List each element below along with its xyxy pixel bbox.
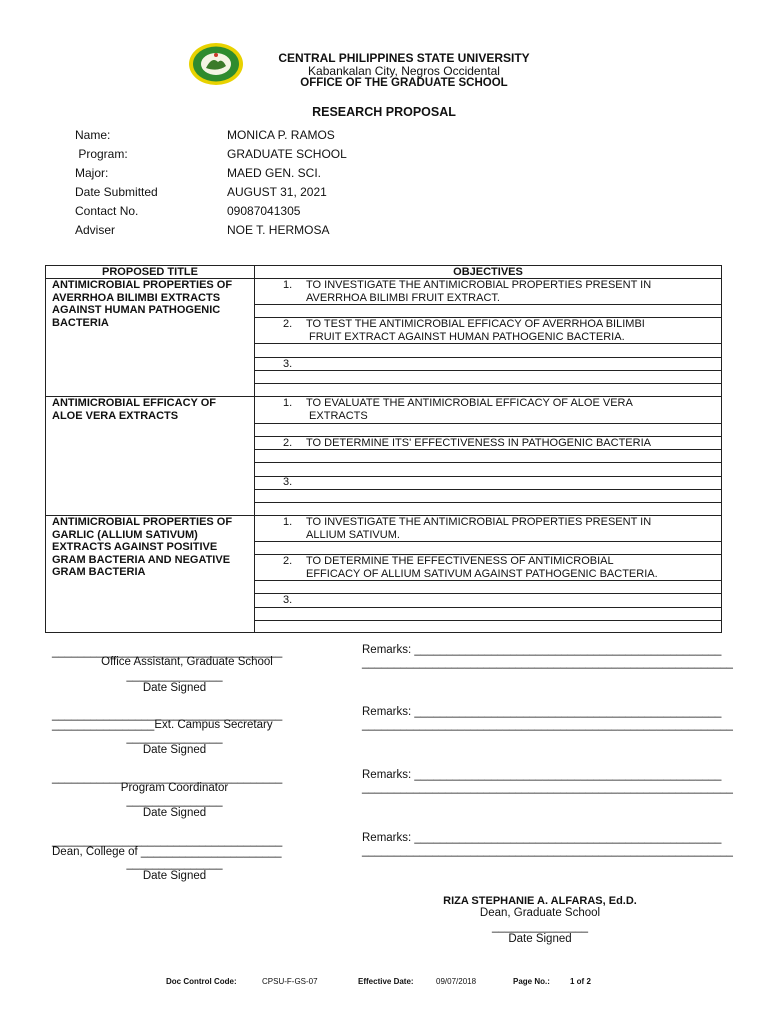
objective-text: ALLIUM SATIVUM.: [306, 529, 400, 541]
objective-number: 3.: [283, 358, 293, 370]
info-value-contact: 09087041305: [227, 204, 301, 218]
remarks-line: ________________________________________________: [414, 769, 722, 781]
university-name: CENTRAL PHILIPPINES STATE UNIVERSITY: [278, 51, 530, 65]
objective-text: TO INVESTIGATE THE ANTIMICROBIAL PROPERTIES PRESENT IN: [306, 279, 652, 291]
office-name: OFFICE OF THE GRADUATE SCHOOL: [300, 77, 508, 89]
proposed-title-1: ANTIMICROBIAL PROPERTIES OF AVERRHOA BILIMBI EXTRACTS AGAINST HUMAN PATHOGENIC BACTERIA: [52, 279, 233, 329]
remarks-line: ________________________________________________: [414, 832, 722, 844]
info-label-major: Major:: [75, 166, 109, 180]
date-line: _______________: [492, 921, 588, 933]
objective-text: TO DETERMINE THE EFFECTIVENESS OF ANTIMICROBIAL: [306, 555, 614, 567]
column-header-title: PROPOSED TITLE: [102, 266, 198, 278]
objective-number: 2.: [283, 437, 293, 449]
date-line: _______________: [126, 795, 223, 807]
date-signed-label: Date Signed: [508, 933, 572, 945]
signature-line-program-coordinator: ____________________________________: [52, 772, 283, 784]
info-value-date-submitted: AUGUST 31, 2021: [227, 185, 327, 199]
proposed-title-3: ANTIMICROBIAL PROPERTIES OF GARLIC (ALLIUM SATIVUM) EXTRACTS AGAINST POSITIVE GRAM BACTERIA AND NEGATIVE GRAM BACTERIA: [52, 516, 233, 578]
remarks-4: [362, 832, 721, 844]
signature-line-campus-secretary: ____________________________________: [52, 709, 283, 721]
dean-graduate-name: RIZA STEPHANIE A. ALFARAS, Ed.D.: [443, 895, 637, 907]
info-value-name: MONICA P. RAMOS: [227, 128, 335, 142]
remarks-2: [362, 706, 721, 718]
remarks-label: Remarks:: [362, 644, 412, 656]
signature-line-office-assistant: ____________________________________: [52, 646, 283, 658]
remarks-line: __________________________________________________________: [362, 719, 733, 731]
remarks-label: Remarks:: [362, 832, 412, 844]
effective-date-value: 09/07/2018: [436, 977, 477, 986]
signature-label-program-coordinator: Program Coordinator: [120, 782, 229, 794]
info-label-name: Name:: [75, 128, 111, 142]
objective-text: EFFICACY OF ALLIUM SATIVUM AGAINST PATHOGENIC BACTERIA.: [306, 568, 658, 580]
objective-number: 2.: [283, 318, 293, 330]
objective-number: 3.: [283, 594, 293, 606]
page-number-label: Page No.:: [513, 977, 550, 986]
objective-text: EXTRACTS: [306, 410, 368, 422]
page-number-value: 1 of 2: [570, 977, 591, 986]
info-label-program: Program:: [75, 147, 128, 161]
doc-control-value: CPSU-F-GS-07: [262, 977, 318, 986]
remarks-label: Remarks:: [362, 706, 412, 718]
document-title: RESEARCH PROPOSAL: [312, 105, 456, 119]
doc-control-label: Doc Control Code:: [166, 977, 237, 986]
date-signed-label: Date Signed: [142, 744, 207, 756]
signature-label-campus-secretary: ________________Ext. Campus Secretary: [52, 719, 273, 731]
info-value-adviser: NOE T. HERMOSA: [227, 223, 330, 237]
objective-text: TO DETERMINE ITS' EFFECTIVENESS IN PATHOGENIC BACTERIA: [306, 437, 651, 449]
objective-text: TO TEST THE ANTIMICROBIAL EFFICACY OF AVERRHOA BILIMBI: [306, 318, 645, 330]
proposal-table: [45, 265, 722, 633]
column-header-objectives: OBJECTIVES: [453, 266, 523, 278]
date-line: _______________: [126, 732, 223, 744]
date-line: _______________: [126, 858, 223, 870]
university-location: Kabankalan City, Negros Occidental: [308, 64, 500, 78]
info-label-date-submitted: Date Submitted: [75, 185, 158, 199]
date-signed-label: Date Signed: [142, 807, 207, 819]
info-label-adviser: Adviser: [75, 223, 116, 237]
remarks-line: __________________________________________________________: [362, 782, 733, 794]
remarks-line: ________________________________________________: [414, 644, 722, 656]
date-line: _______________: [126, 670, 223, 682]
signature-label-office-assistant: Office Assistant, Graduate School: [101, 656, 273, 668]
objective-text: TO INVESTIGATE THE ANTIMICROBIAL PROPERTIES PRESENT IN: [306, 516, 652, 528]
footer: [0, 977, 768, 989]
remarks-line: __________________________________________________________: [362, 845, 733, 857]
info-value-major: MAED GEN. SCI.: [227, 166, 322, 180]
date-signed-label: Date Signed: [142, 682, 207, 694]
date-signed-label: Date Signed: [142, 870, 207, 882]
objective-number: 2.: [283, 555, 293, 567]
remarks-line: __________________________________________________________: [362, 657, 733, 669]
objective-number: 3.: [283, 476, 293, 488]
info-label-contact: Contact No.: [75, 204, 139, 218]
remarks-line: ________________________________________________: [414, 706, 722, 718]
objective-number: 1.: [283, 516, 293, 528]
objective-text: TO EVALUATE THE ANTIMICROBIAL EFFICACY OF ALOE VERA: [306, 397, 633, 409]
remarks-label: Remarks:: [362, 769, 412, 781]
dean-graduate-label: Dean, Graduate School: [479, 907, 601, 919]
effective-date-label: Effective Date:: [358, 977, 414, 986]
proposed-title-2: ANTIMICROBIAL EFFICACY OF ALOE VERA EXTRACTS: [52, 397, 216, 422]
info-value-program: GRADUATE SCHOOL: [227, 147, 347, 161]
objective-text: FRUIT EXTRACT AGAINST HUMAN PATHOGENIC BACTERIA.: [306, 331, 625, 343]
remarks-1: [362, 644, 721, 656]
signature-label-dean-college: Dean, College of ______________________: [52, 846, 282, 858]
objective-number: 1.: [283, 279, 293, 291]
objective-text: AVERRHOA BILIMBI FRUIT EXTRACT.: [306, 292, 500, 304]
applicant-info: [0, 128, 768, 238]
objective-number: 1.: [283, 397, 293, 409]
signature-line-dean-college: ____________________________________: [52, 835, 283, 847]
remarks-3: [362, 769, 721, 781]
